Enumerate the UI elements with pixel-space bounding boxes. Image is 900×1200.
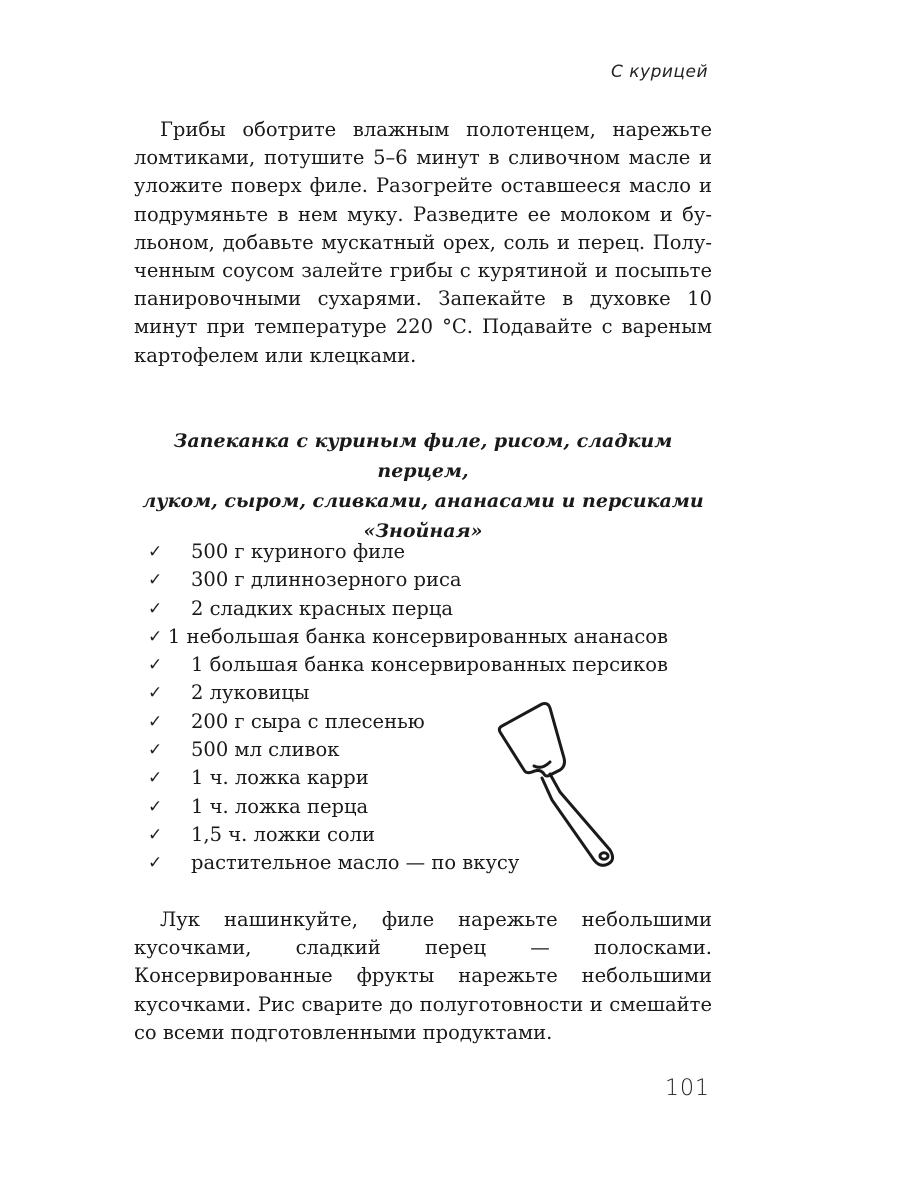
checkmark-icon: ✓ <box>148 542 163 562</box>
checkmark-icon: ✓ <box>148 824 163 845</box>
checkmark-icon: ✓ <box>148 598 163 619</box>
checkmark-icon: ✓ <box>148 853 163 874</box>
ingredient-text: 300 г длиннозерного риса <box>191 568 462 592</box>
ingredient-item <box>148 566 668 594</box>
ingredient-text: 1 ч. ложка карри <box>191 766 369 790</box>
page-number: 101 <box>665 1076 710 1101</box>
recipe-title-line: Запеканка с куриным филе, рисом, сладким перцем, <box>173 430 673 482</box>
checkmark-icon: ✓ <box>148 711 163 732</box>
recipe-title-line: «Знойная» <box>363 520 483 542</box>
ingredient-text: 1 большая банка консервированных персиков <box>191 653 668 677</box>
ingredient-text: 2 луковицы <box>191 681 310 705</box>
ingredient-item <box>148 595 668 623</box>
checkmark-icon: ✓ <box>148 683 163 704</box>
checkmark-icon: ✓ <box>148 655 163 676</box>
intro-paragraph: Грибы оботрите влажным полотенцем, нарежьте ломтиками, потушите 5–6 минут в сливочном масле и уложите поверх филе. Разогрейте оставшееся масло и подрумяньте в нем муку. Разведите ее молоком и бульоном, добавьте мускатный орех, соль и перец. Полученным соусом залейте грибы с курятиной и посыпьте панировочными сухарями. Запекайте в духовке 10 минут при температуре 220 °С. Подавайте с вареным картофелем или клецками. <box>134 118 712 367</box>
ingredient-text: 200 г сыра с плесенью <box>191 709 425 733</box>
ingredient-item <box>148 538 668 566</box>
ingredient-text: 2 сладких красных перца <box>191 596 454 620</box>
ingredient-text: 500 г куриного филе <box>191 540 406 563</box>
recipe-title-line: луком, сыром, сливками, ананасами и персиками <box>142 490 704 512</box>
checkmark-icon: ✓ <box>148 768 163 789</box>
method-paragraph: Лук нашинкуйте, филе нарежьте небольшими кусочками, сладкий перец — полосками. Консервированные фрукты нарежьте небольшими кусочками. Рис сварите до полуготовности и смешайте со всеми подготовленными продуктами. <box>134 908 712 1044</box>
ingredient-item <box>148 651 668 679</box>
ingredient-text: 1 небольшая банка консервированных ананасов <box>167 624 668 648</box>
ingredient-text: растительное масло — по вкусу <box>191 851 520 875</box>
ingredient-item <box>148 623 668 651</box>
ingredient-text: 500 мл сливок <box>191 738 340 762</box>
ingredient-text: 1 ч. ложка перца <box>191 794 369 818</box>
checkmark-icon: ✓ <box>148 740 163 761</box>
checkmark-icon: ✓ <box>148 626 163 647</box>
checkmark-icon: ✓ <box>148 796 163 817</box>
recipe-title <box>134 426 712 546</box>
checkmark-icon: ✓ <box>148 570 163 591</box>
spatula-icon <box>490 700 630 880</box>
running-head: С курицей <box>610 62 708 82</box>
ingredient-text: 1,5 ч. ложки соли <box>191 822 375 846</box>
